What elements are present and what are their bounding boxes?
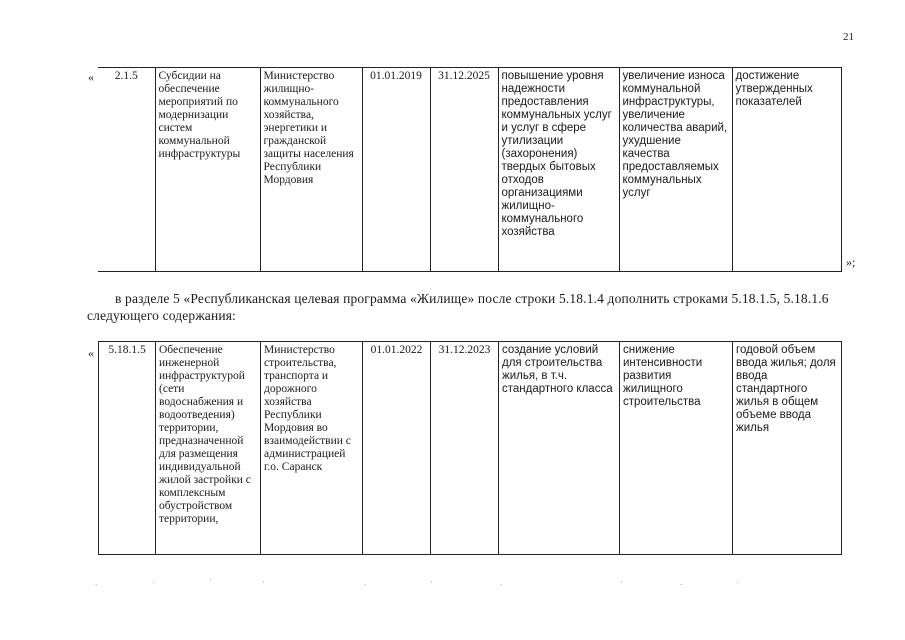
page-number: 21 [843,31,854,43]
amendment-paragraph: в разделе 5 «Республиканская целевая программа «Жилище» после строки 5.18.1.4 дополнить строками 5.18.1.5, 5.18.1.6 следующего содержания: [87,291,829,323]
non-implementation-consequences-cell: увеличение износа коммунальной инфраструктуры, увеличение количества аварий, ухудшение качества предоставляемых коммунальных услуг [619,68,732,272]
item-number-cell: 2.1.5 [98,68,155,272]
item-number-cell: 5.18.1.5 [99,342,156,555]
program-table-row-2-1-5 [98,67,842,272]
start-date-cell: 01.01.2022 [363,342,431,555]
executor-cell: Министерство жилищно-коммунального хозяйства, энергетики и гражданской защиты населения Республики Мордовия [260,68,362,272]
opening-quote-mark: « [88,70,94,84]
end-date-cell: 31.12.2025 [430,68,498,272]
measure-name-cell: Субсидии на обеспечение мероприятий по модернизации систем коммунальной инфраструктуры [155,68,260,272]
indicators-cell: годовой объем ввода жилья; доля ввода стандартного жилья в общем объеме ввода жилья [733,342,842,555]
indicators-cell: достижение утвержденных показателей [732,68,841,272]
opening-quote-mark-2: « [88,346,94,360]
end-date-cell: 31.12.2023 [431,342,499,555]
start-date-cell: 01.01.2019 [362,68,430,272]
measure-name-cell: Обеспечение инженерной инфраструктурой (сети водоснабжения и водоотведения) территории, предназначенной для размещения индивидуальной жилой застройки с комплексным обустройством территории, [156,342,261,555]
non-implementation-consequences-cell: снижение интенсивности развития жилищного строительства [620,342,733,555]
executor-cell: Министерство строительства, транспорта и дорожного хозяйства Республики Мордовия во взаимодействии с администрацией г.о. Саранск [261,342,363,555]
expected-result-cell: повышение уровня надежности предоставления коммунальных услуг и услуг в сфере утилизации (захоронения) твердых бытовых отходов организациями жилищно-коммунального хозяйства [498,68,619,272]
expected-result-cell: создание условий для строительства жилья, в т.ч. стандартного класса [499,342,620,555]
program-table-row-5-18-1-5 [98,341,842,555]
closing-quote-mark: »; [846,255,856,269]
